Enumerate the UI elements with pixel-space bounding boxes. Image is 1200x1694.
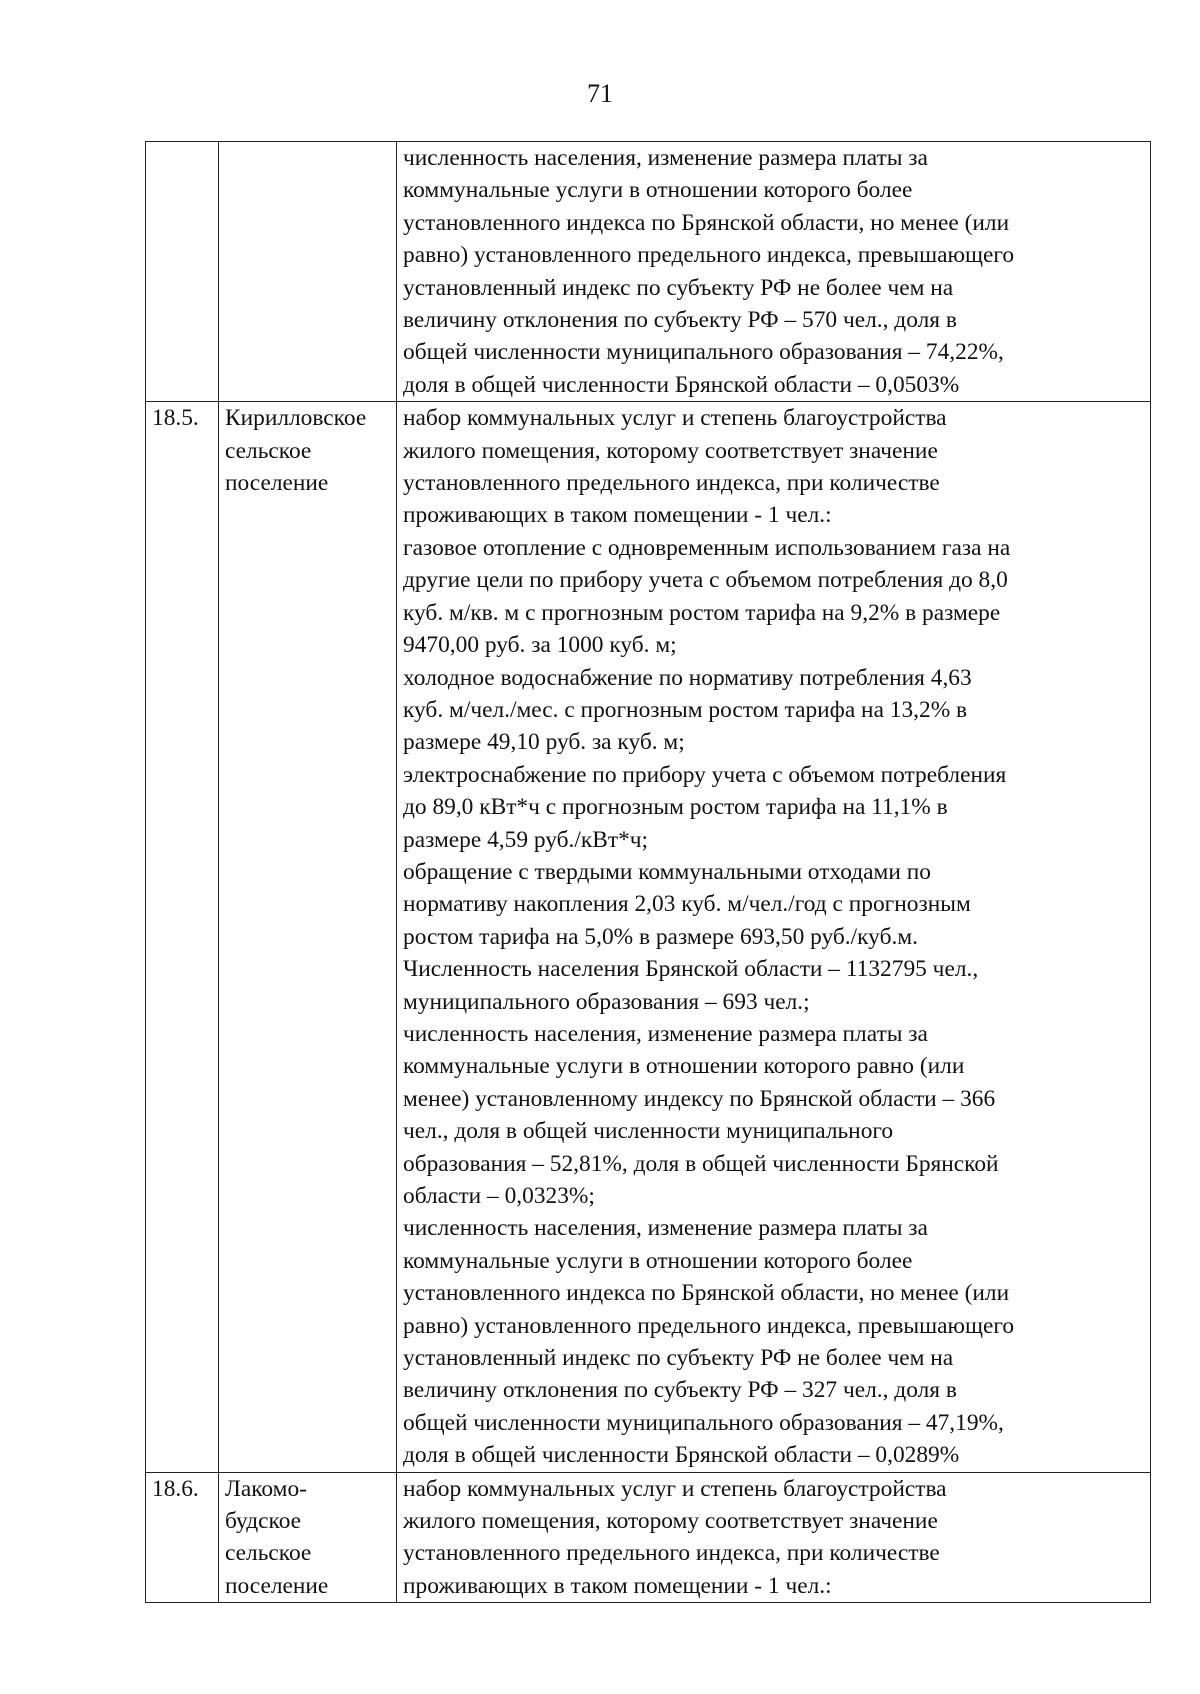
- description-line: холодное водоснабжение по нормативу потребления 4,63: [403, 664, 972, 691]
- row-number: [146, 142, 219, 402]
- description-line: доля в общей численности Брянской области – 0,0503%: [403, 371, 960, 398]
- description-line: коммунальные услуги в отношении которого более: [403, 1247, 913, 1274]
- page-number: 71: [587, 79, 613, 108]
- description-line: проживающих в таком помещении - 1 чел.:: [403, 502, 832, 529]
- table-row: [146, 1472, 1151, 1603]
- description-line: электроснабжение по прибору учета с объемом потребления: [403, 761, 1007, 788]
- description-line: газовое отопление с одновременным использованием газа на: [403, 534, 1011, 561]
- description-line: коммунальные услуги в отношении которого равно (или: [403, 1053, 965, 1080]
- description-line: установленного предельного индекса, при количестве: [403, 470, 940, 497]
- description-line: Численность населения Брянской области – 1132795 чел.,: [403, 956, 979, 983]
- description-line: величину отклонения по субъекту РФ – 570 чел., доля в: [403, 307, 957, 334]
- description-line: установленный индекс по субъекту РФ не более чем на: [403, 1345, 954, 1372]
- description-line: куб. м/чел./мес. с прогнозным ростом тарифа на 13,2% в: [403, 696, 968, 723]
- description-cell: [397, 1472, 1151, 1603]
- description-line: жилого помещения, которому соответствует значение: [403, 1508, 938, 1535]
- description-line: равно) установленного предельного индекса, превышающего: [403, 1312, 1015, 1339]
- description-line: куб. м/кв. м с прогнозным ростом тарифа на 9,2% в размере: [403, 599, 1001, 626]
- description-line: области – 0,0323%;: [403, 1183, 595, 1209]
- description-line: 9470,00 руб. за 1000 куб. м;: [403, 632, 677, 659]
- description-line: чел., доля в общей численности муниципального: [403, 1118, 894, 1145]
- description-line: набор коммунальных услуг и степень благоустройства: [403, 1475, 947, 1502]
- municipality-name-line: поселение: [225, 1572, 329, 1599]
- municipality-name-line: Кирилловское: [225, 405, 367, 432]
- description-line: установленный индекс по субъекту РФ не более чем на: [403, 274, 954, 301]
- municipality-name-line: будское: [225, 1508, 302, 1535]
- municipality-name-line: сельское: [225, 1540, 312, 1567]
- table-row: [146, 142, 1151, 402]
- description-line: менее) установленному индексу по Брянской области – 366: [403, 1085, 996, 1112]
- description-line: установленного предельного индекса, при количестве: [403, 1540, 940, 1567]
- description-line: образования – 52,81%, доля в общей численности Брянской: [403, 1150, 999, 1177]
- municipality-name-line: сельское: [225, 437, 312, 464]
- municipality-name: [219, 142, 397, 402]
- description-line: другие цели по прибору учета с объемом потребления до 8,0: [403, 567, 1008, 594]
- description-line: коммунальные услуги в отношении которого более: [403, 177, 913, 204]
- description-line: обращение с твердыми коммунальными отходами по: [403, 858, 931, 885]
- description-line: установленного индекса по Брянской области, но менее (или: [403, 1280, 1010, 1307]
- tariff-table: [145, 141, 1151, 1603]
- description-line: численность населения, изменение размера платы за: [403, 145, 928, 171]
- description-line: общей численности муниципального образования – 74,22%,: [403, 339, 1004, 366]
- description-line: размере 4,59 руб./кВт*ч;: [403, 826, 649, 853]
- table-row: [146, 402, 1151, 1472]
- table-body: [146, 142, 1151, 1603]
- municipality-name-line: Лакомо-: [225, 1475, 307, 1502]
- description-line: численность населения, изменение размера платы за: [403, 1215, 928, 1242]
- description-cell: [397, 142, 1151, 402]
- description-line: размере 49,10 руб. за куб. м;: [403, 729, 685, 756]
- row-number: 18.6.: [146, 1472, 219, 1603]
- description-cell: [397, 402, 1151, 1472]
- description-line: муниципального образования – 693 чел.;: [403, 988, 810, 1015]
- municipality-name: [219, 1472, 397, 1603]
- description-line: ростом тарифа на 5,0% в размере 693,50 руб./куб.м.: [403, 923, 918, 950]
- description-line: нормативу накопления 2,03 куб. м/чел./год с прогнозным: [403, 891, 971, 918]
- description-line: проживающих в таком помещении - 1 чел.:: [403, 1572, 832, 1599]
- municipality-name: [219, 402, 397, 1472]
- description-line: до 89,0 кВт*ч с прогнозным ростом тарифа на 11,1% в: [403, 794, 948, 821]
- description-line: набор коммунальных услуг и степень благоустройства: [403, 405, 947, 432]
- description-line: численность населения, изменение размера платы за: [403, 1020, 928, 1047]
- municipality-name-line: поселение: [225, 470, 329, 497]
- description-line: величину отклонения по субъекту РФ – 327 чел., доля в: [403, 1377, 957, 1404]
- description-line: доля в общей численности Брянской области – 0,0289%: [403, 1442, 960, 1469]
- description-line: установленного индекса по Брянской области, но менее (или: [403, 209, 1010, 236]
- description-line: равно) установленного предельного индекса, превышающего: [403, 242, 1015, 269]
- description-line: общей численности муниципального образования – 47,19%,: [403, 1409, 1004, 1436]
- description-line: жилого помещения, которому соответствует значение: [403, 437, 938, 464]
- row-number: 18.5.: [146, 402, 219, 1472]
